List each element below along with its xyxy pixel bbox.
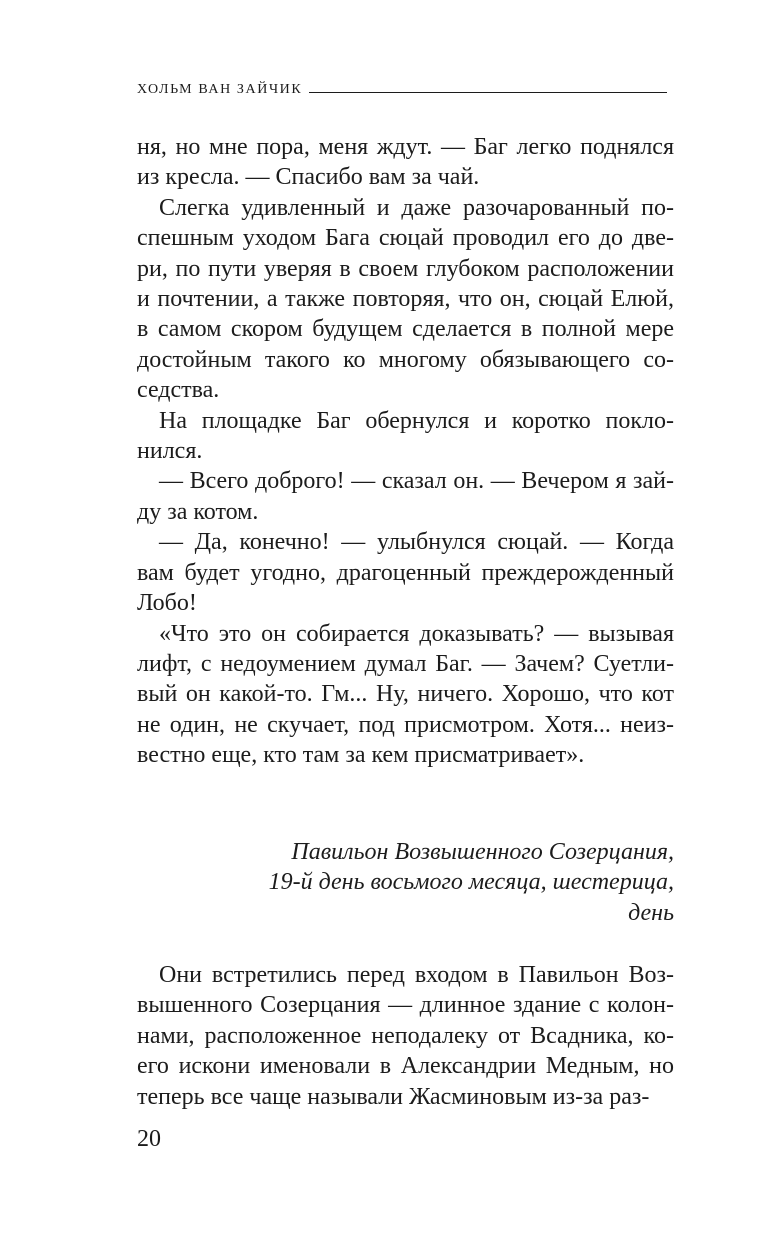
- paragraph: На площадке Баг обернулся и коротко поклонился.: [137, 407, 674, 465]
- paragraph: Они встретились перед входом в Павильон Возвышенного Созерцания — длинное здание с колоннами, расположенное неподалеку от Всадника, коего искони именовали в Александрии Медным, но теперь все чаще называли Жасминовым из-за раз-: [137, 962, 674, 1110]
- running-header: [137, 80, 667, 100]
- body-text-part2: [137, 960, 674, 1112]
- scene-heading-line: Павильон Возвышенного Созерцания,: [291, 839, 674, 865]
- paragraph: ня, но мне пора, меня ждут. — Баг легко поднялся из кресла. — Спасибо вам за чай.: [137, 134, 674, 191]
- paragraph: — Да, конечно! — улыбнулся сюцай. — Когда вам будет угодно, драгоценный преждерожденный Лобо!: [137, 529, 674, 617]
- scene-heading: [137, 837, 674, 928]
- page-number: 20: [137, 1126, 161, 1152]
- paragraph: — Всего доброго! — сказал он. — Вечером я зайду за котом.: [137, 468, 674, 525]
- paragraph: «Что это он собирается доказывать? — вызывая лифт, с недоумением думал Баг. — Зачем? Суетливый он какой-то. Гм... Ну, ничего. Хорошо, что кот не один, не скучает, под присмотром. Хотя... неизвестно еще, кто там за кем присматривает».: [137, 620, 674, 769]
- header-rule: [309, 92, 667, 93]
- scene-heading-line: 19-й день восьмого месяца, шестерица,: [268, 869, 674, 896]
- scene-heading-line: день: [628, 899, 674, 926]
- paragraph: Слегка удивленный и даже разочарованный поспешным уходом Бага сюцай проводил его до двери, по пути уверяя в своем глубоком расположении и почтении, а также повторяя, что он, сюцай Елюй, в самом скором будущем сделается в полной мере достойным такого ко многому обязывающего соседства.: [137, 194, 674, 404]
- running-title: ХОЛЬМ ВАН ЗАЙЧИК: [137, 82, 303, 97]
- body-text-part1: [137, 132, 674, 771]
